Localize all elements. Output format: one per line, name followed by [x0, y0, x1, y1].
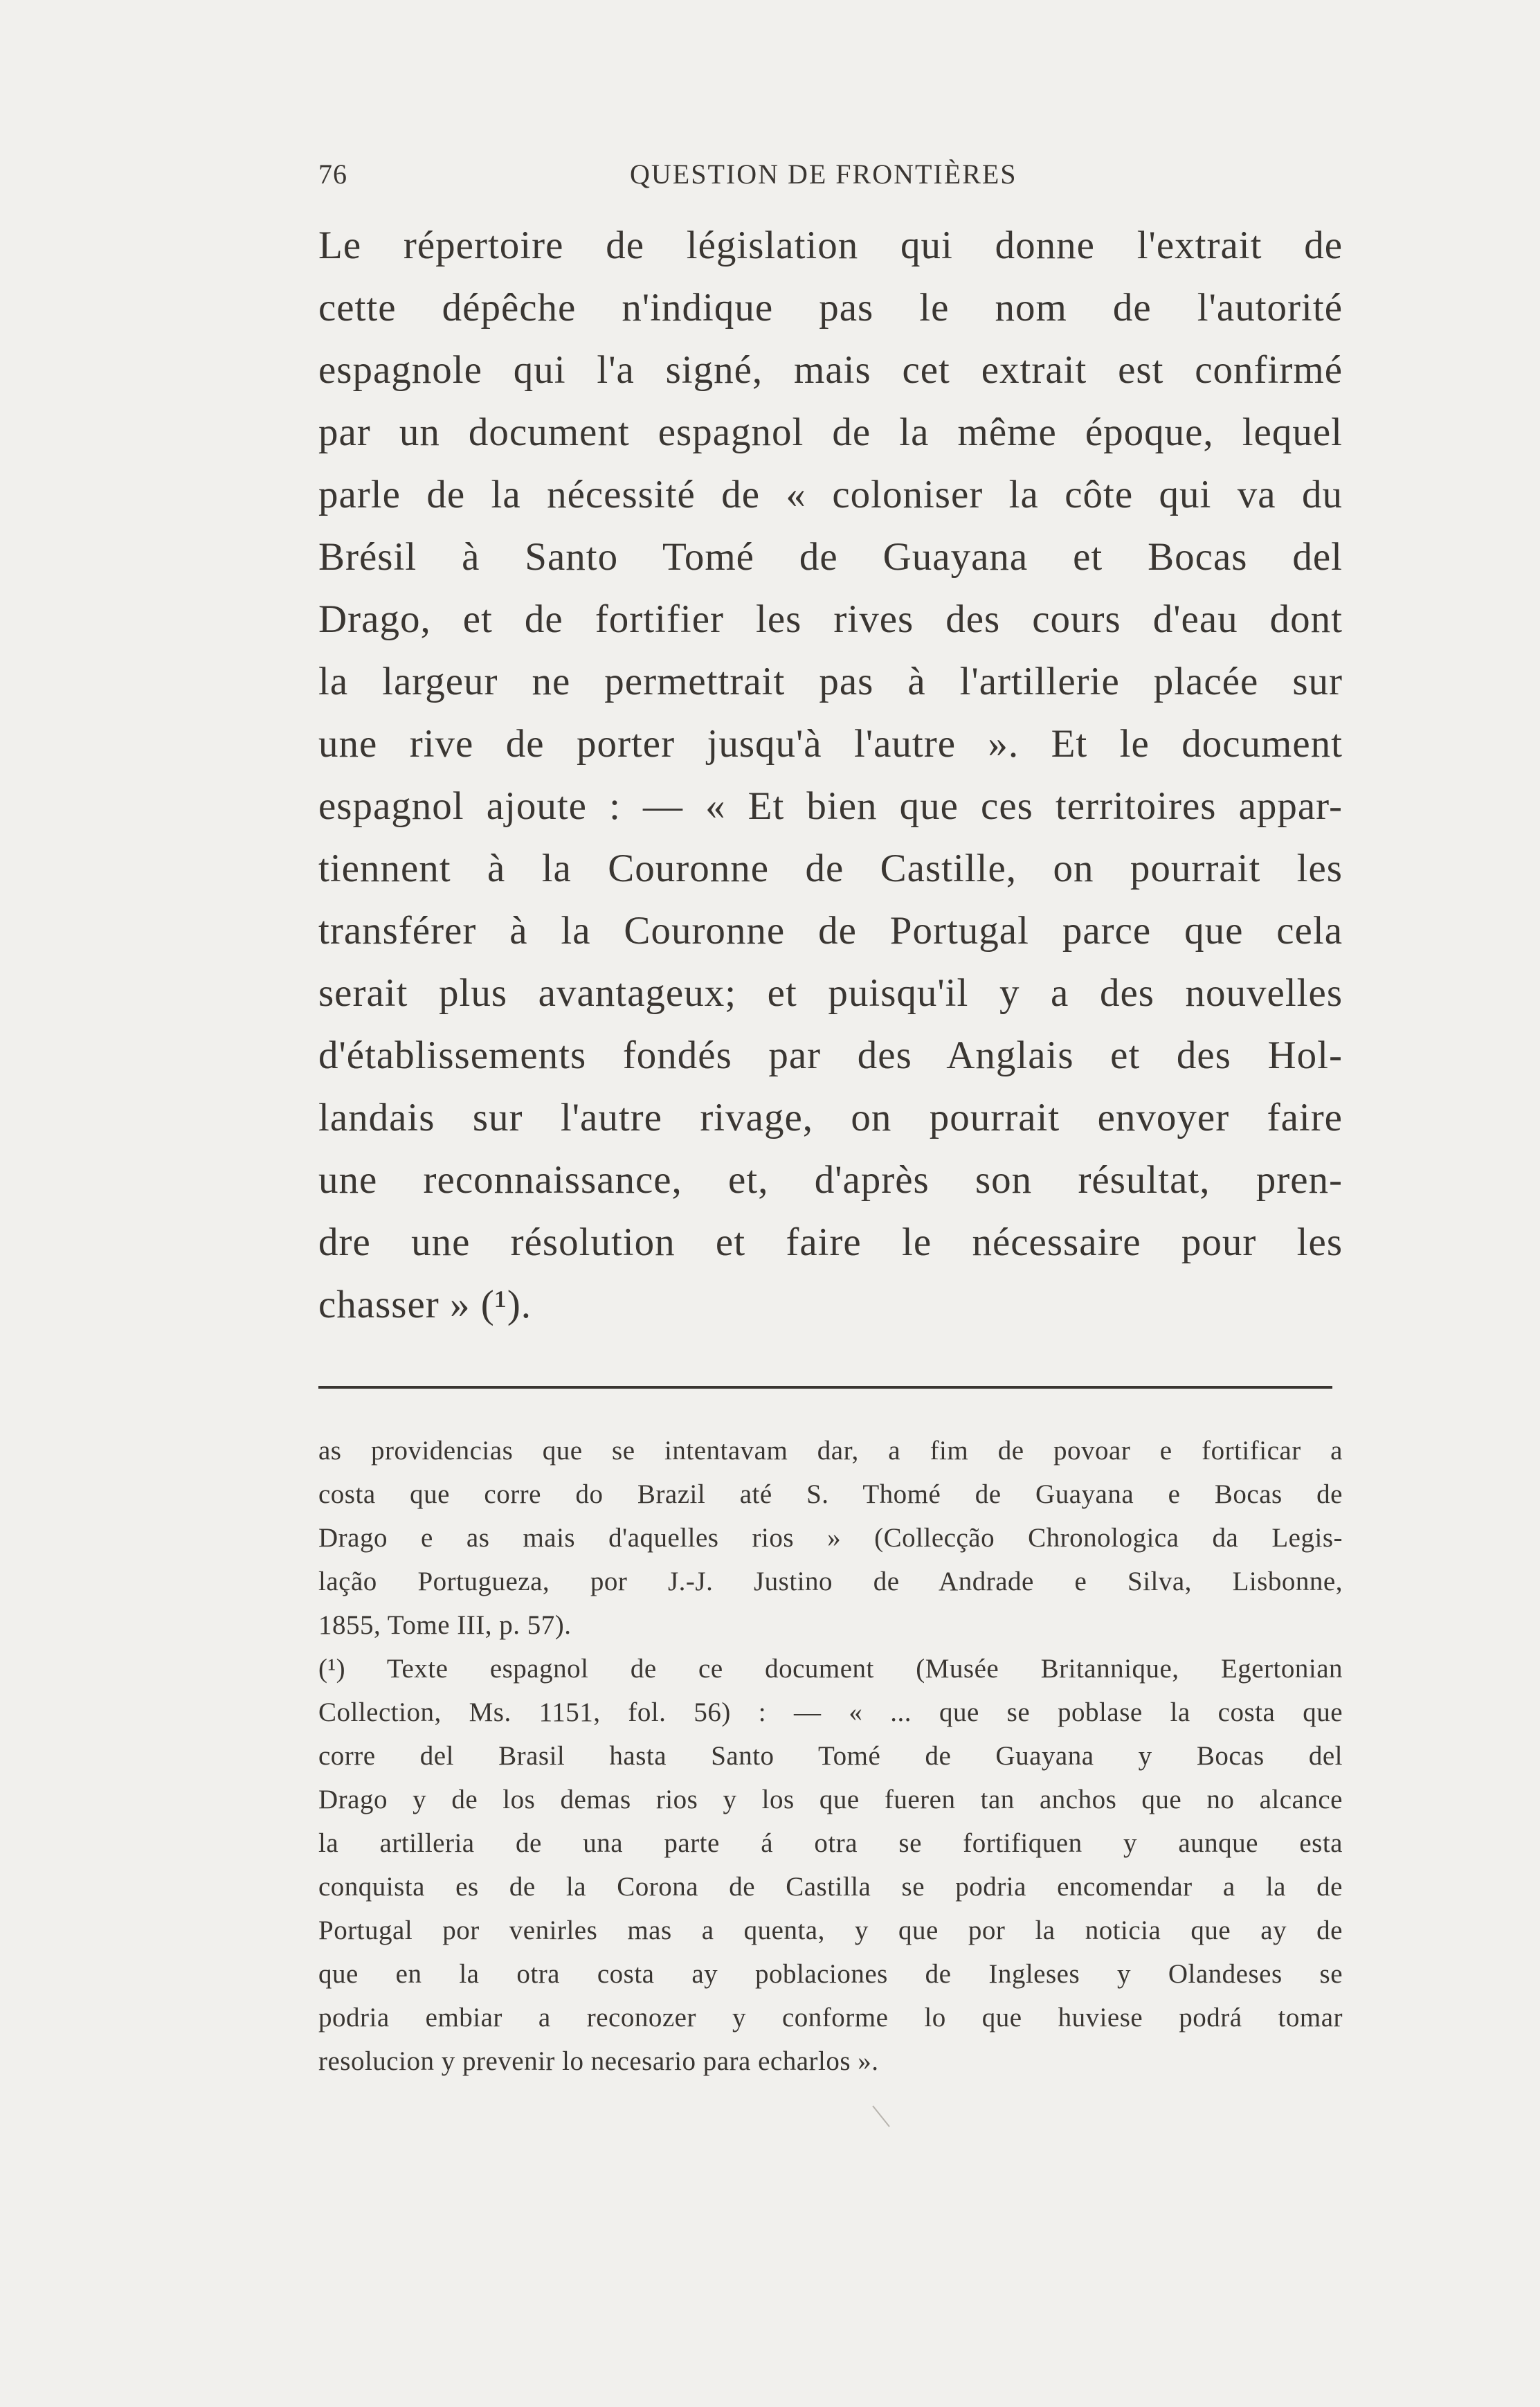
footnote-line: Portugal por venirles mas a quenta, y que por la noticia que ay de — [318, 1915, 1343, 1945]
stray-pen-mark — [869, 2103, 896, 2131]
body-line: la largeur ne permettrait pas à l'artillerie placée sur — [318, 660, 1343, 703]
body-line: Brésil à Santo Tomé de Guayana et Bocas del — [318, 535, 1343, 579]
footnote-line: la artilleria de una parte á otra se fortifiquen y aunque esta — [318, 1828, 1343, 1858]
body-line: Le répertoire de législation qui donne l'extrait de — [318, 224, 1343, 267]
footnote-line: resolucion y prevenir lo necesario para echarlos ». — [318, 2046, 879, 2076]
body-line: dre une résolution et faire le nécessaire pour les — [318, 1220, 1343, 1264]
body-text — [318, 215, 1343, 1336]
footnote-separator — [318, 1386, 1332, 1389]
footnote-line: corre del Brasil hasta Santo Tomé de Guayana y Bocas del — [318, 1741, 1343, 1771]
body-line: par un document espagnol de la même époque, lequel — [318, 411, 1343, 454]
footnote-line: lação Portugueza, por J.-J. Justino de Andrade e Silva, Lisbonne, — [318, 1567, 1343, 1596]
page-header — [318, 154, 1343, 195]
body-line: espagnol ajoute : — « Et bien que ces territoires appar- — [318, 784, 1343, 828]
page-number: 76 — [318, 159, 347, 190]
footnote-line: as providencias que se intentavam dar, a fim de povoar e fortificar a — [318, 1436, 1343, 1466]
body-line: chasser » (¹). — [318, 1283, 532, 1326]
body-line: transférer à la Couronne de Portugal parce que cela — [318, 909, 1343, 953]
footnote-line: Collection, Ms. 1151, fol. 56) : — « ... que se poblase la costa que — [318, 1697, 1343, 1727]
footnote-line: costa que corre do Brazil até S. Thomé de Guayana e Bocas de — [318, 1479, 1343, 1509]
footnote-line: 1855, Tome III, p. 57). — [318, 1610, 572, 1640]
body-line: espagnole qui l'a signé, mais cet extrait est confirmé — [318, 348, 1343, 392]
footnote-line: Drago e as mais d'aquelles rios » (Collecção Chronologica da Legis- — [318, 1523, 1343, 1553]
body-line: parle de la nécessité de « coloniser la côte qui va du — [318, 473, 1343, 516]
body-line: serait plus avantageux; et puisqu'il y a des nouvelles — [318, 971, 1343, 1015]
footnote-line: Drago y de los demas rios y los que fueren tan anchos que no alcance — [318, 1785, 1343, 1814]
running-title: QUESTION DE FRONTIÈRES — [630, 159, 1017, 190]
footnotes — [318, 1429, 1343, 2083]
body-line: d'établissements fondés par des Anglais et des Hol- — [318, 1034, 1343, 1077]
footnote-line: que en la otra costa ay poblaciones de Ingleses y Olandeses se — [318, 1959, 1343, 1989]
body-line: cette dépêche n'indique pas le nom de l'autorité — [318, 286, 1343, 330]
footnote-line: (¹) Texte espagnol de ce document (Musée Britannique, Egertonian — [318, 1654, 1343, 1684]
footnote-line: conquista es de la Corona de Castilla se podria encomendar a la de — [318, 1872, 1343, 1902]
body-line: landais sur l'autre rivage, on pourrait envoyer faire — [318, 1096, 1343, 1139]
body-line: tiennent à la Couronne de Castille, on pourrait les — [318, 847, 1343, 890]
body-line: Drago, et de fortifier les rives des cours d'eau dont — [318, 597, 1343, 641]
body-line: une reconnaissance, et, d'après son résultat, pren- — [318, 1158, 1343, 1202]
body-line: une rive de porter jusqu'à l'autre ». Et le document — [318, 722, 1343, 766]
footnote-line: podria embiar a reconozer y conforme lo que huviese podrá tomar — [318, 2003, 1343, 2032]
